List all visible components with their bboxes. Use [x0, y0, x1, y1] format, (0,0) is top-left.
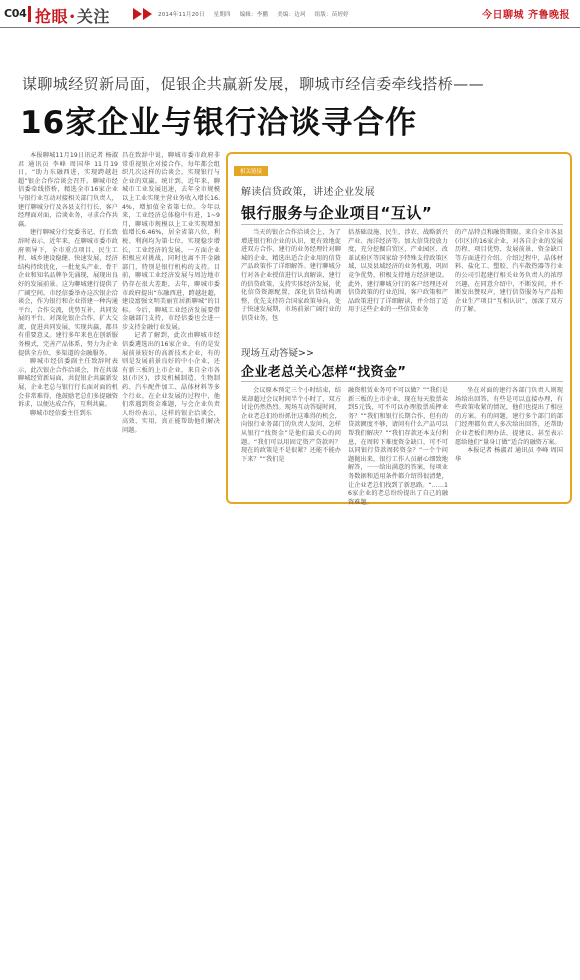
sidebar-column-2 [348, 229, 448, 341]
sidebar-column-3 [455, 229, 563, 341]
article-paragraph: 建行聊城分行党委书记、行长致辞时表示，近年来，在聊城市委市政府领导下，全市重点项目、民生工程、城乡建设稳健、快速发展，经济结构持续优化，一批龙头产业、骨干企业和知名品牌争先涌现，展现出良好的发展前景。这为聊城建行提供了广阔空间。市经信委举办这次银企洽谈会，作为银行和企业搭建一种沟通平台，合作交流，优势互补，共同发展的平台，对深化银企合作，扩大交流，促进共同发展，实现共赢，都具有重要意义。建行多年来也在创新服务模式，完善产品体系，努力为企业提供全方位，多渠道的金融服务。 [18, 229, 118, 357]
sidebar-paragraph: 括基础设施、民生、涉农、战略新兴产业、海洋经济等。加大信贷投放力度，充分挖掘自贸区、产业园区、改革试验区等国家给予特殊支持政策区域，以及县域经济的业务机遇，巩固竞争优势，积极支持地方经济建设。此外，建行聊城分行的客户经理还对信贷政策的行业范围、客户政策和产品政策进行了详细解读，并介绍了适用于这些企业的一些信贷业务 [348, 229, 448, 314]
article-column-2 [122, 152, 220, 502]
related-link-label: 相关链接 [234, 166, 268, 176]
article-kicker: 谋聊城经贸新局面，促银企共赢新发展，聊城市经信委牵线搭桥—— [22, 75, 485, 93]
section-name: 抢眼 [35, 7, 69, 26]
chevron-right-icon [133, 8, 142, 20]
qa-paragraph: 坐在对面的建行各部门负责人则现场给出回答，有些是可以直接办理，有些政策收紧的情况，他们也提出了相应的方案。有的问题，建行多个部门的部门经理都负责人多次给出回答，还帮助企业老板们理办法、提建议、甚至表示愿给他们“量身订做”适合的融资方案。 [455, 387, 563, 446]
sidebar-heading: 银行服务与企业项目“互认” [241, 204, 433, 222]
article-column-1 [18, 152, 118, 502]
issue-date: 2014年11月20日 [158, 12, 205, 18]
section-title [35, 4, 110, 27]
qa-paragraph: 融资租赁业务可不可以做？”“我们是新三板的上市企业，现在每天股票卖到5元钱，可不可以办理股票质押业务？”“我们和银行长期合作，但有的贷款额度不够，请问有什么产品可以帮我们解决？”“我们存款还本支付利息，在周转下难度资金缺口，可不可以同银行贷款周转资金？”一个个问题抛出来，银行工作人员耐心细致地解答，一一给出满意的答案，每项业务数据和适用条件都介绍得很清楚，让企业老总们找到了新思路。“……16家企业的老总纷纷提出了自己的融资难题。 [348, 387, 448, 506]
article-headline: 16家企业与银行洽谈寻合作 [20, 105, 418, 141]
sidebar-divider [241, 224, 563, 225]
sidebar-paragraph: 的产品特点和融资期限。来自全市各县(市区)的16家企业，对各自企业的发展历程、项目优势、发展前景、资金缺口等方面进行介绍。介绍过程中，晶体材料、盐化工、塑胶、汽车散热器等行业的公司引起建行相关业务负责人的浓厚兴趣，在同意介绍中，不断发问，并不断发出赞叹声，建行信贷服务与产品和企业生产项目“互相认识”，加深了双方的了解。 [455, 229, 563, 314]
header-accent-bar [28, 6, 31, 22]
section-dot: • [69, 12, 76, 23]
layout-credit: 组版：苗婷婷 [314, 12, 349, 18]
qa-section-heading: 企业老总关心怎样“找资金” [241, 365, 407, 380]
qa-column-1 [241, 387, 341, 497]
article-paragraph: 昌在致辞中说，聊城市委市政府非常重视银企对接合作，每年都会组织几次这样的洽谈会，实现银行与企业的双赢。统计到，近年来，聊城市工业发展迅速，去年全市规模以上工业实现主营业务收入增长16.4%，增加值全省第七位。今年以来，工业经济总体稳中有进，1~9月，聊城市规模以上工业实现增加值增长6.46%，居全省第八位，利税、利润均为第七位，实现稳步增长，工业经济的发展，一方面企业积极应对挑战，同时也离不开金融部门，特别是银行机构的支持。目前，聊城工业经济发展与周边地市仍存在很大差距，去年，聊城市委市政府提出“东融西进，跨越赶超，建设富强文明美丽宜居新聊城”的目标。今后，聊城工业经济发展要借金融部门支持，市经信委也会进一步支持金融行业发展。 [122, 152, 220, 331]
newspaper-masthead: 今日聊城 齐鲁晚报 [482, 10, 570, 21]
qa-section-label: 现场互动答疑>> [241, 348, 314, 359]
qa-column-2 [348, 387, 448, 506]
qa-paragraph: 会议原本预定三个小时结束，结果却超过会议时间半个小时了，双方讨论仍然热烈。现场互动答疑时间，企业老总们纷纷抓住这难得的机会，向银行业务部门的负责人发问，怎样从银行“找资金”是他们最关心的问题。“我们可以用固定资产贷款吗？现在的政策是不是很紧？还能不能办下来？”“我们是 [241, 387, 341, 463]
qa-divider [241, 381, 563, 382]
header-divider [0, 27, 580, 28]
article-paragraph: 本报聊城11月19日讯记者 杨淑君 通讯员 李峰 周国华 11月19日，“助力东融西进，实现跨越赶超”银企合作洽谈会召开。聊城市经信委牵线搭桥，精选全市16家企业与银行业互动对接相关部门负责人，建行聊城分行及各县支行行长、客户经理面对面，洽谈业务，寻求合作共赢。 [18, 152, 118, 228]
issue-weekday: 星期四 [213, 12, 231, 18]
reporter-signature: 本报记者 杨淑君 通讯员 李峰 周国华 [455, 447, 563, 463]
article-paragraph: 聊城市经信委主任到东 [30, 409, 92, 417]
sidebar-paragraph: 当天的银企合作洽谈会上，为了增进银行和企业的认识，更有效地促进双方合作，建行的业务经理针对聊城的企业，精选出适合企业用的信贷产品政策作了详细解答。建行聊城分行对各企业授信进行认真解读，建行的信贷政策，支持实体经济发展，优化信贷资源配置，深化信贷结构调整，优先支持符合国家政策导向，处于快速发展期，市场前景广阔行业的信贷业务，包 [241, 229, 341, 322]
article-paragraph: 记者了解到，此次由聊城市经信委遴选出的16家企业，有的是发展前景较好的高新技术企业，有的则是发展前景良好的中小企业，还有新三板的上市企业，来自全市各县(市区)，涉及机械制造、生物制药、汽车配件加工、晶体材料等多个行业。在企业发展的过程中，他们常遇到资金难题，与会企业负责人纷纷表示，这样的银企洽谈会，高效、实用，真正能帮助他们解决问题。 [122, 332, 220, 434]
article-paragraph: 聊城市经信委副主任致辞时表示，此次银企合作洽谈会，旨在共谋聊城经贸新局面，共促银企共赢新发展，企业老总与银行行长面对面的机会非常难得，他鼓励老总们多提融资诉求，以便达成合作，互利共赢。 [18, 358, 118, 409]
art-credit: 美编：边珂 [277, 12, 306, 18]
sidebar-subheading: 解读信贷政策，讲述企业发展 [241, 187, 375, 198]
section-subname: 关注 [76, 7, 110, 26]
chevron-right-icon [143, 8, 152, 20]
editor-credit: 编辑：李鹏 [239, 12, 269, 18]
page-number: C04 [4, 7, 27, 20]
issue-meta [158, 10, 356, 18]
qa-column-3 [455, 387, 563, 497]
sidebar-column-1 [241, 229, 341, 341]
